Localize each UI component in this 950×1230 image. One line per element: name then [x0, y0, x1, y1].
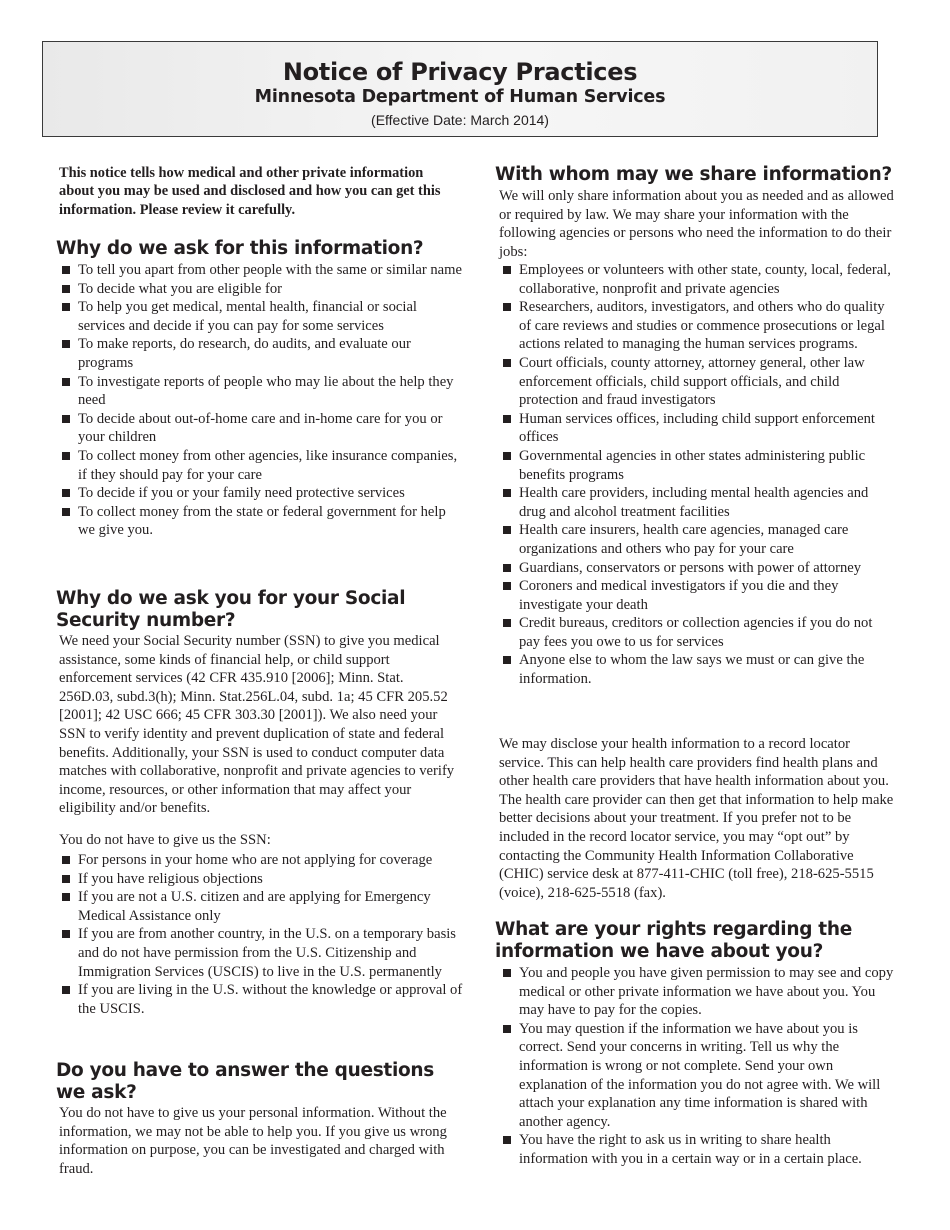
- list-item: [58, 280, 463, 299]
- square-bullet-icon: [503, 415, 511, 423]
- share-heading: With whom may we share information?: [495, 164, 892, 185]
- list-item-text: If you are living in the U.S. without the knowledge or approval of the USCIS.: [78, 982, 463, 1017]
- ssn-exemption-list: [58, 851, 463, 1018]
- answer-heading: Do you have to answer the questions we ask?: [56, 1060, 435, 1103]
- department-name: Minnesota Department of Human Services: [254, 87, 666, 107]
- square-bullet-icon: [503, 582, 511, 590]
- list-item: [499, 410, 897, 447]
- share-body: We will only share information about you as needed and as allowed or required by law. We may share your information with the following agencies or persons who need the information to do their jobs:: [499, 188, 894, 260]
- list-item-text: To collect money from the state or federal government for help we give you.: [78, 503, 446, 539]
- list-item: [58, 925, 463, 981]
- list-item-text: You have the right to ask us in writing to share health information with you in a certain way or in a certain place.: [519, 1132, 862, 1167]
- list-item: [499, 447, 897, 484]
- list-item-text: To collect money from other agencies, like insurance companies, if they should pay for your care: [78, 447, 458, 483]
- square-bullet-icon: [503, 452, 511, 460]
- list-item: [58, 503, 463, 540]
- square-bullet-icon: [62, 489, 70, 497]
- list-item-text: To decide if you or your family need protective services: [78, 485, 405, 502]
- rights-heading: What are your rights regarding the information we have about you?: [495, 919, 852, 962]
- square-bullet-icon: [62, 303, 70, 311]
- list-item-text: For persons in your home who are not applying for coverage: [78, 852, 433, 868]
- list-item: [58, 870, 463, 889]
- list-item-text: Credit bureaus, creditors or collection agencies if you do not pay fees you owe to us for services: [519, 615, 873, 650]
- share-recipients-list: [499, 261, 897, 689]
- notice-header: [42, 41, 878, 137]
- list-item-text: Researchers, auditors, investigators, and others who do quality of care reviews and studies or commence prosecutions or legal actions related to managing the human services programs.: [519, 299, 885, 353]
- list-item: [499, 651, 897, 688]
- list-item: [499, 521, 897, 558]
- square-bullet-icon: [503, 303, 511, 311]
- list-item: [58, 981, 463, 1018]
- list-item-text: Anyone else to whom the law says we must or can give the information.: [519, 652, 865, 688]
- square-bullet-icon: [62, 508, 70, 516]
- record-locator-text: We may disclose your health information to a record locator service. This can help health care providers find health plans and other health care providers that have health information about you. The health care provider can then get that information to help make better decisions about your treatment. If you prefer not to be included in the record locator service, you may “opt out” by contacting the Community Health Information Collaborative (CHIC) service desk at 877-411-CHIC (toll free), 218-625-5515 (voice), 218-625-5518 (fax).: [499, 736, 894, 901]
- list-item-text: Coroners and medical investigators if you die and they investigate your death: [519, 578, 839, 613]
- list-item-text: To decide what you are eligible for: [78, 280, 283, 297]
- list-item: [499, 1131, 897, 1168]
- list-item: [58, 298, 463, 335]
- list-item-text: To decide about out-of-home care and in-home care for you or your children: [78, 410, 443, 446]
- square-bullet-icon: [62, 266, 70, 274]
- list-item-text: Health care providers, including mental health agencies and drug and alcohol treatment facilities: [519, 485, 869, 520]
- list-item: [499, 964, 897, 1020]
- list-item: [499, 1020, 897, 1132]
- square-bullet-icon: [503, 266, 511, 274]
- list-item: [58, 851, 463, 870]
- list-item: [499, 298, 897, 354]
- square-bullet-icon: [62, 930, 70, 938]
- square-bullet-icon: [62, 285, 70, 293]
- square-bullet-icon: [503, 1025, 511, 1033]
- list-item-text: Court officials, county attorney, attorney general, other law enforcement officials, child support officials, and child protection and fraud investigators: [519, 354, 865, 409]
- list-item: [58, 888, 463, 925]
- list-item-text: To make reports, do research, do audits, and evaluate our programs: [78, 336, 411, 371]
- page-title: Notice of Privacy Practices: [282, 58, 638, 86]
- square-bullet-icon: [62, 875, 70, 883]
- square-bullet-icon: [503, 1136, 511, 1144]
- list-item-text: To tell you apart from other people with the same or similar name: [78, 262, 462, 278]
- list-item-text: If you are not a U.S. citizen and are applying for Emergency Medical Assistance only: [78, 889, 431, 924]
- square-bullet-icon: [503, 656, 511, 664]
- square-bullet-icon: [62, 452, 70, 460]
- list-item-text: Governmental agencies in other states administering public benefits programs: [519, 447, 866, 483]
- square-bullet-icon: [62, 893, 70, 901]
- list-item-text: You may question if the information we have about you is correct. Send your concerns in writing. Tell us why the information is wrong or not complete. Send your own explanation of the information you do not agree with. We will attach your explanation any time information is shared with another agency.: [519, 1020, 881, 1130]
- list-item-text: If you have religious objections: [78, 870, 263, 887]
- list-item: [58, 484, 463, 503]
- list-item-text: Human services offices, including child support enforcement offices: [519, 410, 875, 446]
- list-item: [499, 484, 897, 521]
- ssn-not-required-intro: You do not have to give us the SSN:: [59, 832, 271, 848]
- list-item: [58, 410, 463, 447]
- list-item: [58, 335, 463, 372]
- list-item: [58, 373, 463, 410]
- list-item-text: Health care insurers, health care agencies, managed care organizations and others who pay for your care: [519, 522, 849, 557]
- list-item-text: To help you get medical, mental health, financial or social services and decide if you can pay for some services: [78, 299, 417, 334]
- square-bullet-icon: [62, 415, 70, 423]
- answer-body: You do not have to give us your personal information. Without the information, we may not be able to help you. If you give us wrong information on purpose, you can be investigated and charged with fraud.: [59, 1105, 447, 1177]
- square-bullet-icon: [62, 378, 70, 386]
- why-ask-list: [58, 261, 463, 540]
- square-bullet-icon: [503, 619, 511, 627]
- list-item: [58, 447, 463, 484]
- square-bullet-icon: [503, 489, 511, 497]
- ssn-heading: Why do we ask you for your Social Security number?: [56, 588, 406, 631]
- list-item-text: If you are from another country, in the U.S. on a temporary basis and do not have permission from the U.S. Citizenship and Immigration Services (USCIS) to live in the U.S. permanently: [78, 926, 456, 980]
- square-bullet-icon: [503, 526, 511, 534]
- ssn-body: We need your Social Security number (SSN) to give you medical assistance, some kinds of financial help, or child support enforcement services (42 CFR 435.910 [2006]; Minn. Stat. 256D.03, subd.3(h); Minn. Stat.256L.04, subd. 1a; 45 CFR 205.52 [2001]; 42 USC 666; 45 CFR 303.30 [2001]). We also need your SSN to verify identity and prevent duplication of state and federal benefits. Additionally, your SSN is used to conduct computer data matches with collaborative, nonprofit and private agencies to verify income, resources, or other information that may affect your eligibility and/or benefits.: [59, 633, 455, 817]
- why-ask-heading: Why do we ask for this information?: [56, 238, 424, 259]
- square-bullet-icon: [62, 340, 70, 348]
- list-item: [499, 614, 897, 651]
- square-bullet-icon: [503, 359, 511, 367]
- square-bullet-icon: [62, 856, 70, 864]
- list-item-text: You and people you have given permission to may see and copy medical or other private information we have about you. You may have to pay for the copies.: [519, 965, 894, 1019]
- square-bullet-icon: [503, 969, 511, 977]
- square-bullet-icon: [62, 986, 70, 994]
- square-bullet-icon: [503, 564, 511, 572]
- list-item-text: Employees or volunteers with other state, county, local, federal, collaborative, nonprofit and private agencies: [519, 262, 891, 297]
- list-item: [58, 261, 463, 280]
- effective-date: (Effective Date: March 2014): [371, 112, 549, 128]
- list-item: [499, 559, 897, 578]
- list-item: [499, 261, 897, 298]
- rights-list: [499, 964, 897, 1169]
- list-item: [499, 354, 897, 410]
- list-item: [499, 577, 897, 614]
- list-item-text: Guardians, conservators or persons with power of attorney: [519, 559, 862, 576]
- intro-text: This notice tells how medical and other private information about you may be used and disclosed and how you can get this information. Please review it carefully.: [59, 165, 441, 218]
- list-item-text: To investigate reports of people who may lie about the help they need: [78, 373, 454, 409]
